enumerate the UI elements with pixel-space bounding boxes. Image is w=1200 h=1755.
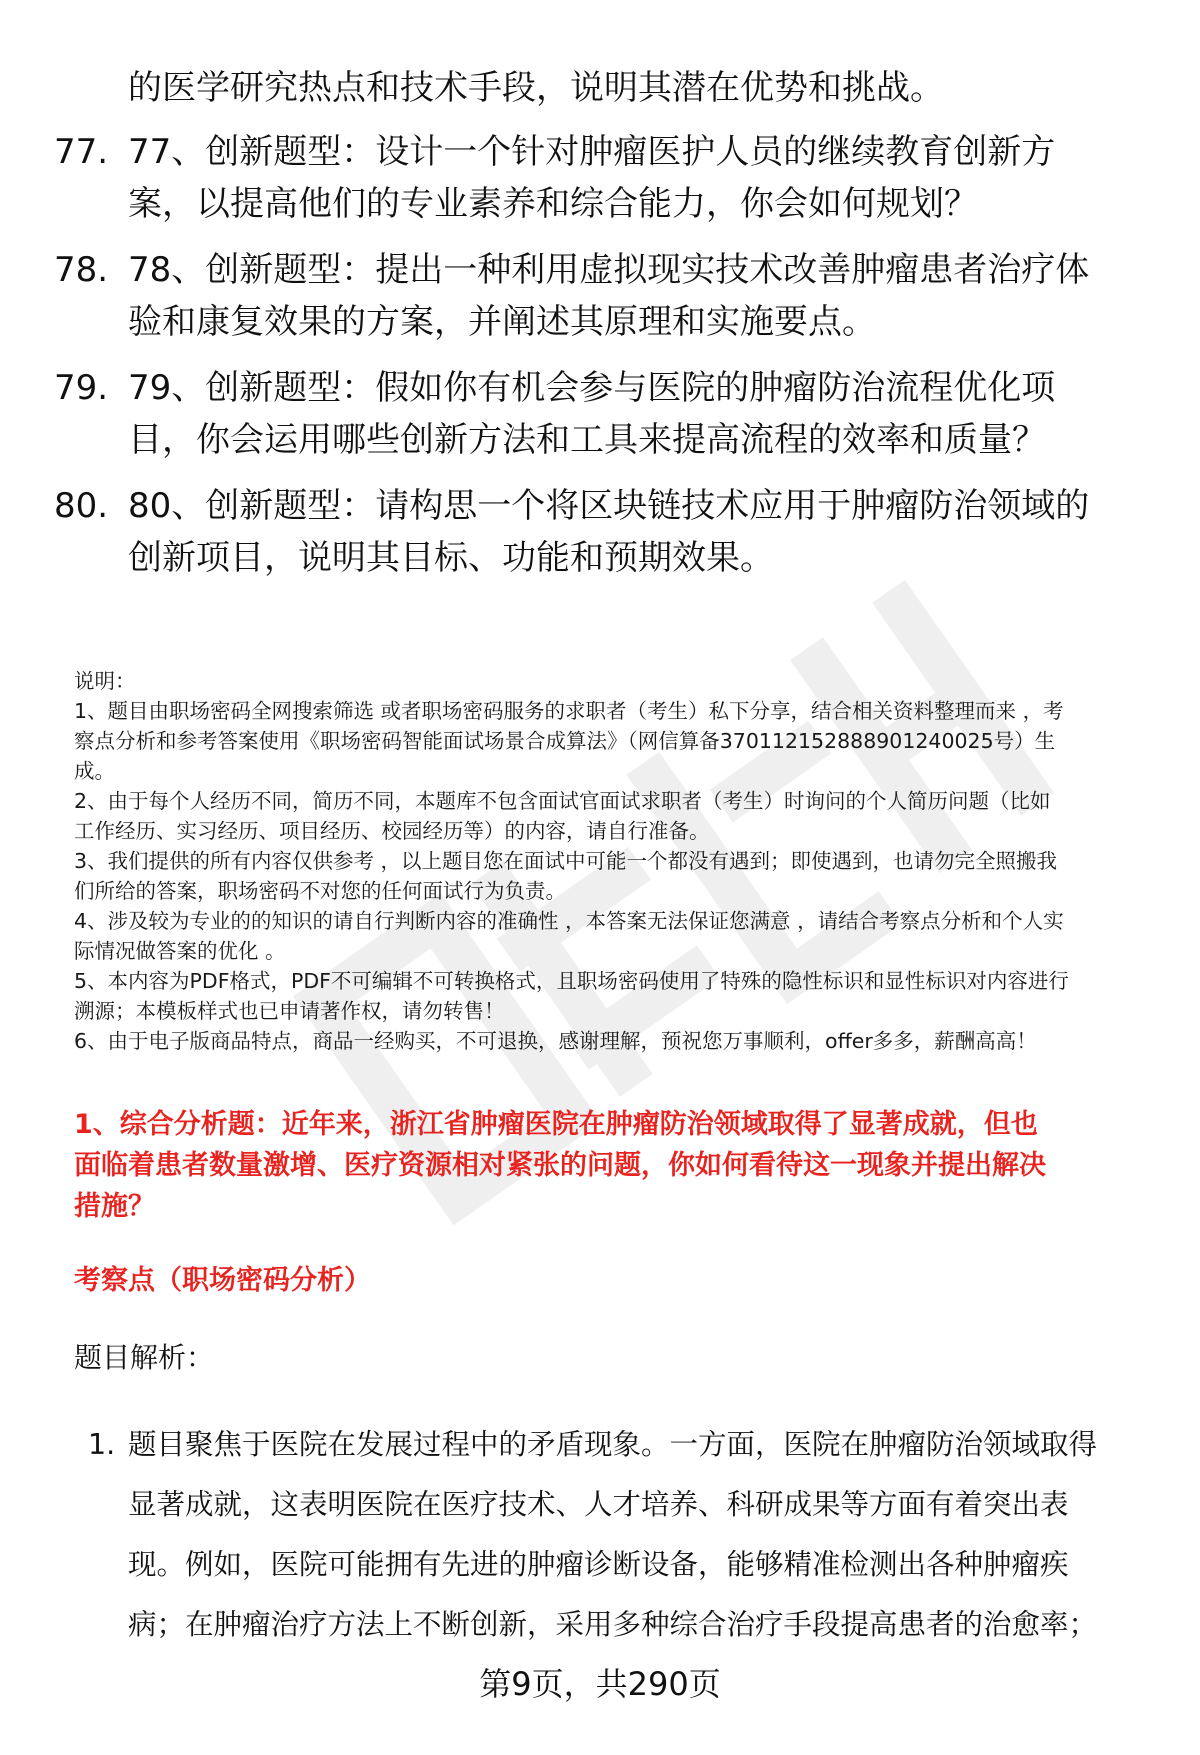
question-item	[54, 362, 1154, 466]
question-line: 80、创新题型：请构思一个将区块链技术应用于肿瘤防治领域的	[128, 486, 1090, 526]
notes-line: 1、题目由职场密码全网搜索筛选 或者职场密码服务的求职者（考生）私下分享，结合相关资料整理而来 ，考	[74, 699, 1064, 723]
section-question	[74, 1104, 1164, 1227]
notes-line: 们所给的答案，职场密码不对您的任何面试行为负责。	[74, 879, 566, 903]
question-line: 目，你会运用哪些创新方法和工具来提高流程的效率和质量？	[128, 420, 1046, 460]
question-number: 77.	[54, 132, 109, 172]
question-item	[54, 480, 1154, 584]
analysis-heading: 题目解析：	[74, 1341, 215, 1374]
analysis-text	[128, 1415, 1158, 1655]
notes-heading: 说明：	[74, 669, 136, 693]
question-text	[128, 480, 1148, 584]
notes-line: 察点分析和参考答案使用《职场密码智能面试场景合成算法》（网信算备370112152888901240025号）生	[74, 729, 1056, 753]
analysis-item	[88, 1415, 1168, 1655]
question-line: 创新项目，说明其目标、功能和预期效果。	[128, 538, 774, 578]
question-text	[128, 362, 1148, 466]
notes-line: 5、本内容为PDF格式，PDF不可编辑不可转换格式，且职场密码使用了特殊的隐性标识和显性标识对内容进行	[74, 969, 1069, 993]
section-question-line: 措施？	[74, 1191, 155, 1222]
question-line: 78、创新题型：提出一种利用虚拟现实技术改善肿瘤患者治疗体	[128, 250, 1090, 290]
section-question-line: 面临着患者数量激增、医疗资源相对紧张的问题，你如何看待这一现象并提出解决	[74, 1150, 1046, 1181]
notes-block	[74, 666, 1164, 1056]
question-text	[128, 244, 1148, 348]
question-number: 79.	[54, 368, 109, 408]
question-line: 79、创新题型：假如你有机会参与医院的肿瘤防治流程优化项	[128, 368, 1056, 408]
notes-line: 2、由于每个人经历不同，简历不同，本题库不包含面试官面试求职者（考生）时询问的个人简历问题（比如	[74, 789, 1051, 813]
notes-line: 3、我们提供的所有内容仅供参考 ，以上题目您在面试中可能一个都没有遇到；即使遇到，也请勿完全照搬我	[74, 849, 1058, 873]
question-text	[128, 126, 1148, 230]
analysis-line: 病；在肿瘤治疗方法上不断创新，采用多种综合治疗手段提高患者的治愈率；	[128, 1608, 1098, 1641]
notes-line: 工作经历、实习经历、项目经历、校园经历等）的内容，请自行准备。	[74, 819, 710, 843]
analysis-line: 显著成就，这表明医院在医疗技术、人才培养、科研成果等方面有着突出表	[128, 1488, 1069, 1521]
continuation-text: 的医学研究热点和技术手段，说明其潜在优势和挑战。	[128, 68, 944, 108]
question-line: 验和康复效果的方案，并阐述其原理和实施要点。	[128, 302, 876, 342]
section-question-line: 1、综合分析题：近年来，浙江省肿瘤医院在肿瘤防治领域取得了显著成就，但也	[74, 1109, 1038, 1140]
examination-point-heading: 考察点（职场密码分析）	[74, 1265, 371, 1296]
question-number: 80.	[54, 486, 109, 526]
question-line: 案，以提高他们的专业素养和综合能力，你会如何规划？	[128, 184, 978, 224]
question-line: 77、创新题型：设计一个针对肿瘤医护人员的继续教育创新方	[128, 132, 1056, 172]
notes-line: 成。	[74, 759, 115, 783]
question-item	[54, 126, 1154, 230]
question-item	[54, 244, 1154, 348]
analysis-number: 1.	[88, 1428, 116, 1461]
notes-line: 6、由于电子版商品特点，商品一经购买，不可退换，感谢理解，预祝您万事顺利，offer多多，薪酬高高！	[74, 1029, 1037, 1053]
notes-line: 际情况做答案的优化 。	[74, 939, 286, 963]
page-footer: 第9页，共290页	[479, 1665, 721, 1703]
notes-line: 4、涉及较为专业的的知识的请自行判断内容的准确性 ，本答案无法保证您满意 ，请结合考察点分析和个人实	[74, 909, 1064, 933]
analysis-line: 现。例如，医院可能拥有先进的肿瘤诊断设备，能够精准检测出各种肿瘤疾	[128, 1548, 1069, 1581]
notes-line: 溯源；本模板样式也已申请著作权，请勿转售！	[74, 999, 505, 1023]
analysis-line: 题目聚焦于医院在发展过程中的矛盾现象。一方面，医院在肿瘤防治领域取得	[128, 1428, 1098, 1461]
question-number: 78.	[54, 250, 109, 290]
